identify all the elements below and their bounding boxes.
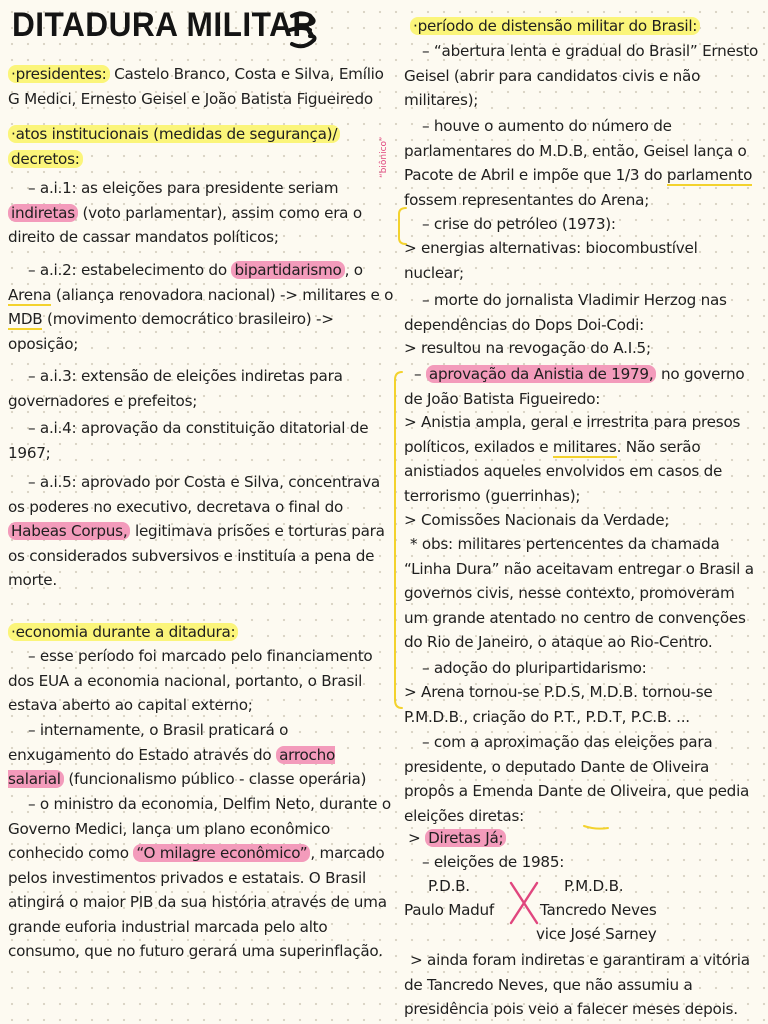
- anistia-bracket-icon: [392, 370, 404, 710]
- atos-heading: ·atos institucionais (medidas de segurança)/ decretos:: [8, 122, 340, 171]
- habeas-corpus-highlight: Habeas Corpus,: [8, 522, 130, 540]
- ai2-paragraph: – a.i.2: estabelecimento do bipartidarismo , o Arena (aliança renovadora nacional) -> militares e o MDB (movimento democrático brasileiro) -> oposição;: [8, 261, 394, 353]
- ai1-paragraph: – a.i.1: as eleições para presidente seriam indiretas (voto parlamentar), assim como era o direito de cassar mandatos políticos;: [8, 179, 362, 246]
- pmdb-label: P.M.D.B.: [564, 877, 624, 895]
- ai5-paragraph: – a.i.5: aprovado por Costa e Silva, concentrava os poderes no executivo, decretava o final do Habeas Corpus, legitimava prisões e torturas para os considerados subversivos e instituía a pena de morte.: [8, 473, 385, 589]
- eleicoes-line: – eleições de 1985:: [422, 853, 565, 871]
- bionico-note: “biônico”: [379, 136, 389, 178]
- yellow-dash-icon: [582, 822, 610, 832]
- presidentes-label: ·presidentes:: [8, 65, 110, 83]
- ai3-paragraph: – a.i.3: extensão de eleições indiretas para governadores e prefeitos;: [8, 367, 343, 410]
- ai4-paragraph: – a.i.4: aprovação da constituição ditatorial de 1967;: [8, 419, 369, 462]
- versus-x-icon: [508, 880, 540, 926]
- diretas-line: > Diretas Já;: [408, 826, 506, 851]
- comissoes-line: > Comissões Nacionais da Verdade;: [404, 511, 670, 529]
- distensao-heading: ·período de distensão militar do Brasil:: [410, 14, 700, 39]
- dist1-paragraph: – “abertura lenta e gradual do Brasil” Ernesto Geisel (abrir para candidatos civis e não militares);: [404, 42, 759, 109]
- presidentes-text: Castelo Branco, Costa e Silva, Emílio G Medici, Ernesto Geisel e João Batista Figueiredo: [8, 65, 384, 108]
- crise-detail: > energias alternativas: biocombustível nuclear;: [404, 239, 698, 282]
- obs-paragraph: * obs: militares pertencentes da chamada “Linha Dura” não aceitavam entregar o Brasil a governos civis, nesse contexto, promoveram um grande atentado no centro de convenções do Rio de Janeiro, o ataque ao Rio-Centro.: [404, 535, 754, 651]
- anistia-detail: > Anistia ampla, geral e irrestrita para presos políticos, exilados e militares. Não serão anistiados aqueles envolvidos em casos de terrorismo (guerrinhas);: [404, 413, 741, 505]
- bipartidarismo-highlight: bipartidarismo: [231, 261, 344, 279]
- dante-paragraph: – com a aproximação das eleições para presidente, o deputado Dante de Oliveira propôs a Emenda Dante de Oliveira, que pedia eleições diretas:: [404, 733, 750, 825]
- presidentes-paragraph: [8, 62, 394, 111]
- crise-line: – crise do petróleo (1973):: [422, 215, 616, 233]
- pluri-detail: > Arena tornou-se P.D.S, M.D.B. tornou-se P.M.D.B., criação do P.T., P.D.T, P.C.B. ...: [404, 683, 713, 726]
- mdb-underline: MDB: [8, 310, 43, 328]
- arrocho-salarial-highlight: arrocho salarial: [8, 745, 336, 788]
- eco3-paragraph: – o ministro da economia, Delfim Neto, durante o Governo Medici, lança um plano econômico conhecido como “O milagre econômico” , marcado pelos investimentos privados e estatais. O Brasil atingirá o maior PIB da sua história através de uma grande euforia industrial marcada pelo alto consumo, que no futuro gerará uma superinflação.: [8, 795, 391, 960]
- eco1-paragraph: – esse período foi marcado pelo financiamento dos EUA a economia nacional, portanto, o Brasil estava aberto ao capital externo;: [8, 647, 373, 714]
- pluri-line: – adoção do pluripartidarismo:: [422, 659, 647, 677]
- anistia-paragraph: – aprovação da Anistia de 1979, no governo de João Batista Figueiredo:: [404, 365, 745, 408]
- anistia-highlight: aprovação da Anistia de 1979,: [426, 365, 657, 383]
- milagre-economico-highlight: “O milagre econômico”: [133, 844, 310, 862]
- bionico-bracket-icon: [396, 206, 408, 246]
- page-title: DITADURA MILITAR: [12, 6, 316, 44]
- diretas-highlight: Diretas Já;: [425, 829, 506, 847]
- title-decoration-icon: [286, 8, 326, 52]
- indiretas-highlight: indiretas: [8, 204, 78, 222]
- maluf-label: Paulo Maduf: [404, 901, 495, 919]
- arena-underline: Arena: [8, 285, 52, 304]
- economia-heading: ·economia durante a ditadura:: [8, 620, 238, 645]
- pds-label: P.D.B.: [428, 877, 470, 895]
- herzog-detail: > resultou na revogação do A.I.5;: [404, 339, 651, 357]
- dist2-paragraph: – houve o aumento do número de parlamentares do M.D.B, então, Geisel lança o Pacote de Abril e impõe que 1/3 do parlamento fossem representantes do Arena;: [404, 117, 753, 209]
- parlamento-underline: parlamento: [666, 166, 753, 184]
- eco2-paragraph: – internamente, o Brasil praticará o enxugamento do Estado através do arrocho salarial (funcionalismo público - classe operária): [8, 721, 367, 788]
- militares-underline: militares: [552, 437, 617, 456]
- tancredo-label: Tancredo Neves: [540, 901, 657, 919]
- sarney-label: vice José Sarney: [536, 925, 657, 943]
- herzog-paragraph: – morte do jornalista Vladimir Herzog nas dependências do Dops Doi-Codi:: [404, 291, 727, 334]
- final-paragraph: > ainda foram indiretas e garantiram a vitória de Tancredo Neves, que não assumiu a presidência pois veio a falecer meses depois.: [404, 951, 750, 1018]
